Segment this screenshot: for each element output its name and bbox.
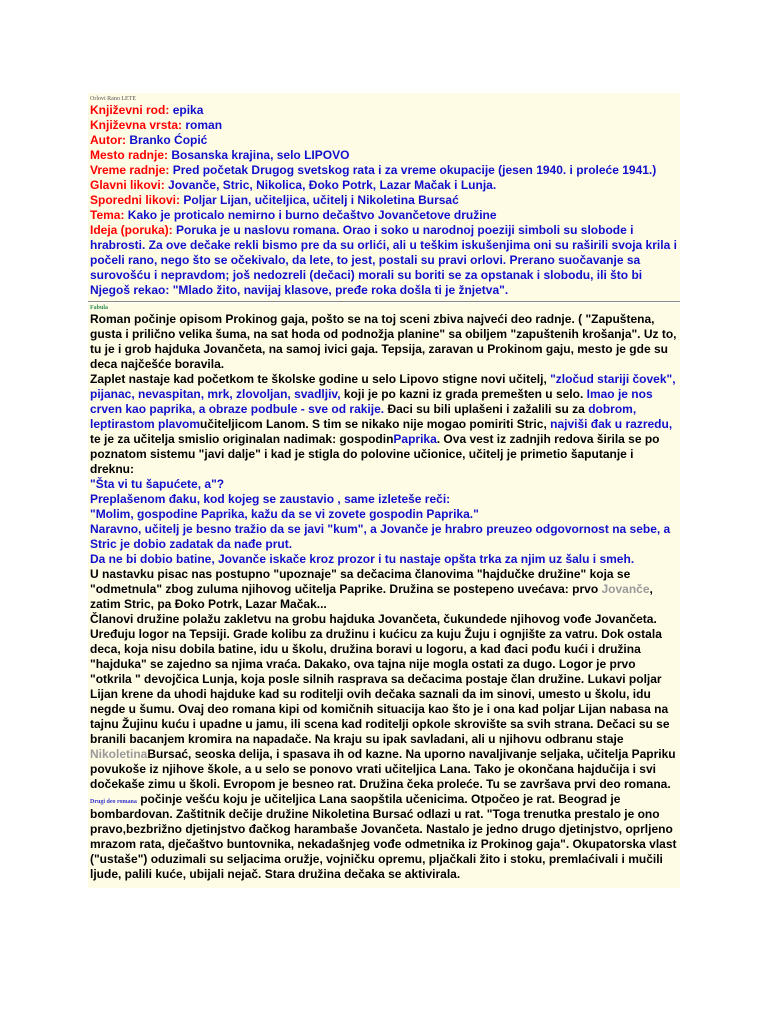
field-value: Pred početak Drugog svetskog rata i za vreme okupacije (jesen 1940. i proleće 1941.) — [172, 163, 657, 177]
field-literary-type — [90, 118, 678, 133]
paragraph: Roman počinje opisom Prokinog gaja, pošto se na toj sceni zbiva najveći deo radnje. ( "Zapuštena, gusta i prilično velika šuma, na sat hoda od podnožja planine" sa obiljem "zapuštenih krošanja". Uz to, tu je i grob hajduka Jovančeta, na samoj ivici gaja. Tepsija, zaravan u Prokinom gaju, mesto je gde su deca najčešće boravila. — [90, 312, 677, 371]
document-page — [88, 93, 680, 903]
field-value: Kako je proticalo nemirno i burno dečaštvo Jovančetove družine — [127, 208, 497, 222]
document-title: Orlovi Rano LETE — [90, 96, 136, 102]
field-idea — [90, 223, 678, 298]
field-setting — [90, 148, 678, 163]
field-value: Bosanska krajina, selo LIPOVO — [171, 148, 350, 162]
plot-panel — [88, 303, 680, 888]
field-value: Poruka je u naslovu romana. Orao i soko u narodnoj poeziji simboli su slobode i hrabrosti. Za ove dečake rekli bismo pre da su orlići, ali u teškim iskušenjima oni su raširili svoja krila i počeli rano, nego što se očekivalo, da lete, to jest, postali su pravi orlovi. Prerano suočavanje sa surovošću i nepravdom; još nedozreli (dečaci) morali su boriti se za opstanak i slobodu, ili što bi Njegoš rekao: "Mlado žito, navijaj klasove, pređe roka došla ti je žnjetva". — [90, 223, 677, 297]
field-time — [90, 163, 678, 178]
field-side-characters — [90, 193, 678, 208]
field-label: Ideja (poruka): — [90, 223, 173, 237]
section-divider — [88, 301, 680, 302]
field-label: Autor: — [90, 133, 126, 147]
paragraph: Članovi družine polažu zakletvu na grobu hajduka Jovančeta, čukundede njihovog vođe Jovančeta. Uređuju logor na Tepsiji. Grade kolibu za družinu i kućicu za kuju Žuju i ognjište za vatru. Dok ostala deca, koja nisu dobila batine, idu u školu, družina boravi u logoru, a kad đaci pođu kući i družina "hajduka" se zajedno sa njima vraća. Dakako, ova tajna nije mogla ostati za dugo. Logor je prvo "otkrila " devojčica Lunja, koja posle silnih rasprava sa dečacima postaje član družine. Lukavi poljar Lijan krene da uhodi hajduke kad su roditelji ovih dečaka saznali da im sinovi, umesto u školu, idu negde u šumu. Ovaj deo romana kipi od komičnih situacija kao što je i ona kad poljar Lijan nabasa na tajnu Žujinu kuću i upadne u jamu, ili scena kad roditelji opkole skrovište sa svih strana. Dečaci su se branili bacanjem kromira na napadače. Na kraju su ipak savladani, ali u njihovu odbranu staje NikoletinaBursać, seoska delija, i spasava ih od kazne. Na uporno navaljivanje seljaka, učitelja Papriku povukoše iz njihove škole, a u selo se ponovo vrati učiteljica Lana. Tako je okončana hajdučija i svi dočekaše zimu u školi. Evropom je besneo rat. Družina čeka proleće. Tu se završava prvi deo romana. — [90, 612, 676, 791]
field-value: roman — [185, 118, 223, 132]
field-label: Sporedni likovi: — [90, 193, 181, 207]
field-value: epika — [172, 103, 204, 117]
field-value: Jovanče, Stric, Nikolica, Đoko Potrk, Lazar Mačak i Lunja. — [168, 178, 497, 192]
quote-line: Da ne bi dobio batine, Jovanče iskače kroz prozor i tu nastaje opšta trka za njim uz šalu i smeh. — [90, 552, 635, 566]
field-label: Književni rod: — [90, 103, 170, 117]
field-label: Književna vrsta: — [90, 118, 183, 132]
field-label: Mesto radnje: — [90, 148, 169, 162]
quote-line: "Molim, gospodine Paprika, kažu da se vi zovete gospodin Paprika." — [90, 507, 479, 521]
field-theme — [90, 208, 678, 223]
quote-line: "Šta vi tu šapućete, a"? — [90, 477, 225, 491]
part-two-label: Drugi deo romana — [90, 799, 137, 805]
field-literary-genre — [90, 103, 678, 118]
paragraph: Zaplet nastaje kad početkom te školske godine u selo Lipovo stigne novi učitelj, "zločud stariji čovek", pijanac, nevaspitan, mrk, zlovoljan, svadljiv, koji je po kazni iz grada premešten u selo. Imao je nos crven kao paprika, a obraze podbule - sve od rakije. Đaci su bili uplašeni i zažalili su za dobrom, leptirastom plavomučiteljicom Lanom. S tim se nikako nije mogao pomiriti Stric, najviši đak u razredu, te je za učitelja smislio originalan nadimak: gospodinPaprika. Ova vest iz zadnjih redova širila se po poznatom sistemu "javi dalje" i kad je stigla do polovine učionice, učitelj je primetio šaputanje i dreknu: — [90, 372, 676, 476]
quote-line: Preplašenom đaku, kod kojeg se zaustavio , same izleteše reči: — [90, 492, 451, 506]
quote-line: Naravno, učitelj je besno tražio da se javi "kum", a Jovanče je hrabro preuzeo odgovornost na sebe, a Stric je dobio zadatak da nađe prut. — [90, 522, 671, 551]
field-label: Glavni likovi: — [90, 178, 165, 192]
field-value: Branko Ćopić — [129, 133, 208, 147]
field-value: Poljar Lijan, učiteljica, učitelj i Nikoletina Bursać — [183, 193, 459, 207]
section-label: Fabula — [90, 305, 109, 311]
field-label: Tema: — [90, 208, 125, 222]
info-panel — [88, 93, 680, 301]
paragraph: U nastavku pisac nas postupno "upoznaje" sa dečacima članovima "hajdučke družine" koja se "odmetnula" zbog zuluma njihovog učitelja Paprike. Družina se postepeno uvećava: prvo Jovanče, zatim Stric, pa Đoko Potrk, Lazar Mačak... — [90, 567, 653, 611]
field-main-characters — [90, 178, 678, 193]
field-label: Vreme radnje: — [90, 163, 170, 177]
field-author — [90, 133, 678, 148]
paragraph: Drugi deo romana počinje vešću koju je učiteljica Lana saopštila učenicima. Otpočeo je rat. Beograd je bombardovan. Zaštitnik dečije družine Nikoletina Bursać odlazi u rat. "Toga trenutka prestalo je ono pravo,bezbrižno djetinjstvo đačkog harambaše Jovančeta. Nastalo je jedno drugo djetinjstvo, oprljeno mrazom rata, dječaštvo buntovnika, nekadašnjeg vođe odmetnika iz Prokinog gaja". Okupatorska vlast ("ustaše") oduzimali su seljacima oružje, vojničku opremu, pljačkali žito i stoku, premlaćivali i mučili ljude, palili kuće, ubijali nejač. Stara družina dečaka se aktivirala. — [90, 792, 677, 881]
